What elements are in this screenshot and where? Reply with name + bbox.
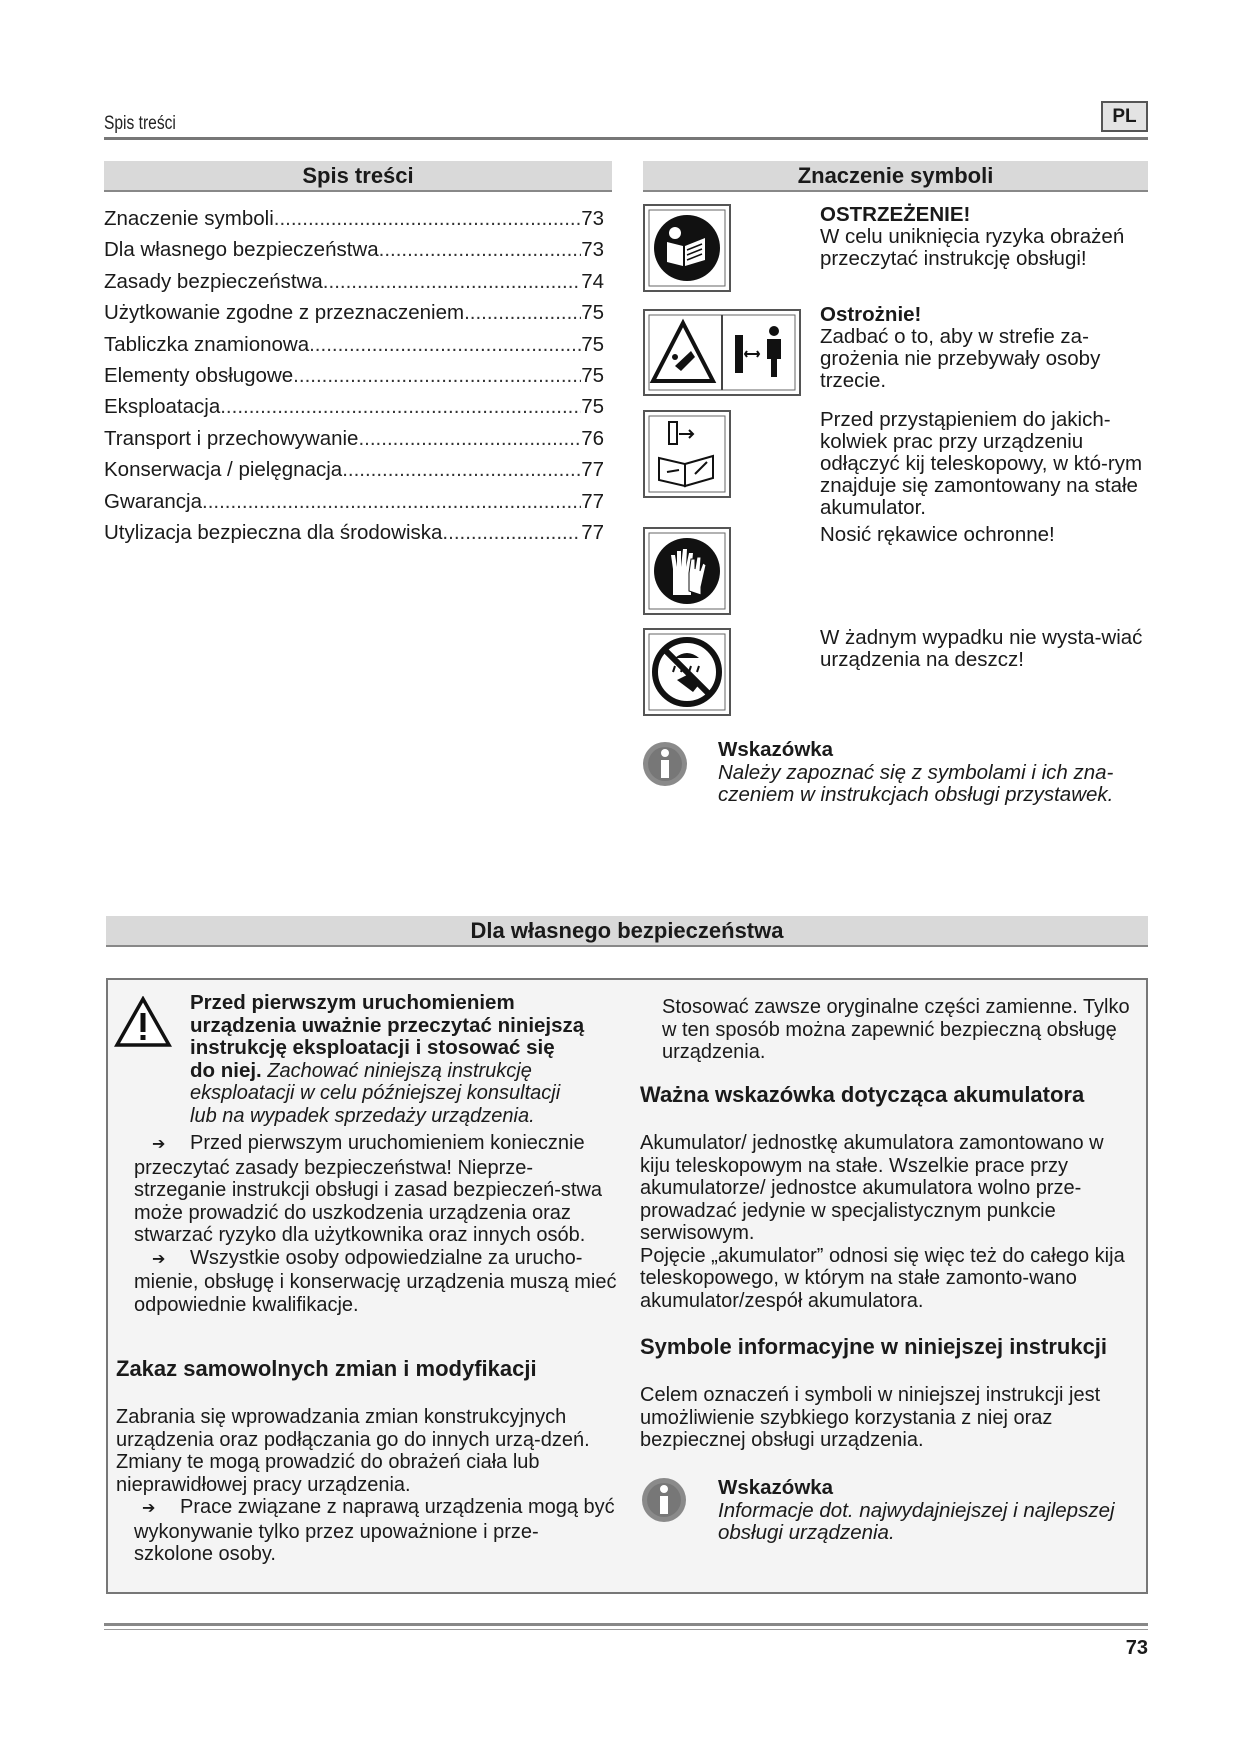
toc-item-label: Utylizacja bezpieczna dla środowiska: [104, 521, 443, 545]
symbols-hint-text: Należy zapoznać się z symbolami i ich zna-czeniem w instrukcjach obsługi przystawek.: [718, 761, 1114, 806]
battery-paragraph-2: Pojęcie „akumulator” odnosi się więc też do całego kija teleskopowego, w którym na stałe zamonto-wano akumulator/zespół akumulatora.: [640, 1244, 1125, 1312]
toc-item-label: Znaczenie symboli: [104, 207, 274, 230]
parts-text: Stosować zawsze oryginalne części zamienne. Tylko w ten sposób można zapewnić bezpieczną obsługę urządzenia.: [662, 996, 1130, 1063]
symbols-heading: Znaczenie symboli: [643, 161, 1148, 192]
toc-item[interactable]: [104, 266, 604, 297]
disconnect-manual-icon: [645, 412, 729, 496]
toc-item[interactable]: [104, 517, 604, 548]
toc-item-page: 77: [581, 458, 604, 482]
toc-item-page: 75: [581, 301, 604, 325]
info-icon: [641, 740, 689, 788]
page-number: 73: [1125, 1637, 1148, 1659]
battery-text: [640, 1132, 1130, 1312]
toc-item-page: 77: [581, 521, 604, 545]
toc-item-label: Użytkowanie zgodne z przeznaczeniem: [104, 301, 465, 325]
toc-leader-dots: [309, 329, 581, 360]
toc-item-label: Transport i przechowywanie: [104, 426, 359, 450]
caution-description: [820, 304, 1150, 392]
toc-leader-dots: [220, 391, 581, 422]
safety-hint-text: Informacje dot. najwydajniejszej i najlepszej obsługi urządzenia.: [718, 1499, 1115, 1544]
info-symbols-text: Celem oznaczeń i symboli w niniejszej instrukcji jest umożliwienie szybkiego korzystania z niej oraz bezpiecznej obsługi urządzenia.: [640, 1384, 1101, 1451]
toc-item-page: 73: [581, 207, 604, 230]
toc-item[interactable]: [104, 486, 604, 517]
toc-item-label: Gwarancja: [104, 489, 202, 513]
toc-leader-dots: [358, 423, 581, 454]
symbols-hint-title: Wskazówka: [718, 738, 834, 761]
safety-bullet-1: [134, 1132, 624, 1247]
toc-item-label: Zasady bezpieczeństwa: [104, 269, 323, 293]
toc-leader-dots: [464, 297, 581, 328]
safety-bullet-3: [116, 1496, 616, 1566]
toc-leader-dots: [442, 517, 581, 548]
caution-text: Zadbać o to, aby w strefie za-grożenia nie przebywały osoby trzecie.: [820, 325, 1101, 392]
toc-leader-dots: [202, 486, 581, 517]
toc-item[interactable]: [104, 329, 604, 360]
toc-item[interactable]: [104, 234, 604, 265]
safety-bullet-1-text: Przed pierwszym uruchomieniem koniecznie przeczytać zasady bezpieczeństwa! Nieprze-strzeganie instrukcji obsługi i zasad bezpieczeń-stwa może prowadzić do uszkodzenia urządzenia oraz stwarzać ryzyko dla użytkownika oraz innych osób.: [134, 1132, 603, 1246]
safety-bullet-3-text: Prace związane z naprawą urządzenia mogą być wykonywanie tylko przez upoważnione i prze-szkolone osoby.: [134, 1496, 615, 1565]
toc-leader-dots: [342, 454, 581, 485]
toc-item-page: 75: [581, 332, 604, 356]
battery-heading: Ważna wskazówka dotycząca akumulatora: [640, 1082, 1085, 1107]
toc-item-label: Konserwacja / pielęgnacja: [104, 458, 343, 482]
toc-item[interactable]: [104, 297, 604, 328]
protective-gloves-icon: [645, 529, 729, 613]
info-icon: [640, 1476, 688, 1524]
toc-item-page: 77: [581, 489, 604, 513]
safety-heading: Dla własnego bezpieczeństwa: [106, 916, 1148, 947]
toc-item[interactable]: [104, 203, 604, 234]
arrow-right-icon: ➔: [152, 1136, 166, 1153]
toc-item[interactable]: [104, 391, 604, 422]
battery-paragraph-1: Akumulator/ jednostkę akumulatora zamontowano w kiju teleskopowym na stałe. Wszelkie prace przy akumulatorze/ jednostce akumulatora wolno prze-prowadzać jedynie w specjalistycznym punkcie serwisowym.: [640, 1132, 1104, 1244]
toc-item-page: 75: [581, 395, 604, 419]
safety-intro-italic: Zachować niniejszą instrukcję eksploatacji w celu późniejszej konsultacji lub na wypadek sprzedaży urządzenia.: [190, 1059, 561, 1127]
header-rule: [104, 137, 1148, 140]
safety-intro-bold: Przed pierwszym uruchomieniem urządzenia uważnie przeczytać niniejszą instrukcję eksploatacji i stosować się do niej.: [190, 991, 585, 1082]
safety-hint: [718, 1476, 1138, 1544]
toc-item-page: 75: [581, 364, 604, 388]
modification-paragraph: Zabrania się wprowadzania zmian konstrukcyjnych urządzenia oraz podłączania go do innych urzą-dzeń. Zmiany te mogą prowadzić do obrażeń ciała lub nieprawidłowej pracy urządzenia.: [116, 1406, 590, 1496]
info-symbols-heading: Symbole informacyjne w niniejszej instrukcji: [640, 1334, 1108, 1359]
safety-intro: [190, 992, 585, 1127]
toc-item-page: 74: [581, 269, 604, 293]
disconnect-description: Przed przystąpieniem do jakich-kolwiek prac przy urządzeniu odłączyć kij teleskopowy, w któ-rym znajduje się zamontowany na stałe akumulator.: [820, 408, 1143, 519]
modification-text: [116, 1406, 616, 1566]
toc-item[interactable]: [104, 454, 604, 485]
safety-frame: [106, 978, 1148, 1594]
toc-leader-dots: [379, 234, 582, 265]
gloves-symbol: [643, 527, 731, 615]
safety-bullet-2-text: Wszystkie osoby odpowiedzialne za urucho-mienie, obsługę i konserwację urządzenia muszą mieć odpowiednie kwalifikacje.: [134, 1246, 617, 1316]
modification-heading: Zakaz samowolnych zmian i modyfikacji: [116, 1356, 537, 1381]
rain-description: W żadnym wypadku nie wysta-wiać urządzenia na deszcz!: [820, 626, 1143, 671]
toc-item-label: Dla własnego bezpieczeństwa: [104, 238, 379, 262]
caution-symbol: [643, 309, 801, 396]
symbols-hint: [718, 738, 1158, 806]
safety-bullet-2: [134, 1247, 624, 1317]
table-of-contents: [104, 203, 604, 548]
toc-item[interactable]: [104, 423, 604, 454]
arrow-right-icon: ➔: [142, 1500, 156, 1517]
toc-item[interactable]: [104, 360, 604, 391]
warning-description: [820, 204, 1150, 270]
read-manual-symbol: [643, 204, 731, 292]
warning-triangle-icon: [114, 996, 172, 1048]
read-manual-icon: [645, 206, 729, 290]
toc-heading: Spis treści: [104, 161, 612, 192]
toc-item-page: 73: [581, 238, 604, 262]
no-rain-symbol: [643, 628, 731, 716]
toc-leader-dots: [293, 360, 581, 391]
language-badge: PL: [1101, 101, 1148, 132]
toc-leader-dots: [274, 203, 581, 234]
toc-item-label: Tabliczka znamionowa: [104, 332, 310, 356]
toc-item-label: Elementy obsługowe: [104, 364, 294, 388]
arrow-right-icon: ➔: [152, 1250, 166, 1268]
warning-title: OSTRZEŻENIE!: [820, 203, 971, 226]
footer-rule: [104, 1623, 1148, 1626]
gloves-description: Nosić rękawice ochronne!: [820, 523, 1055, 546]
warning-text: W celu uniknięcia ryzyka obrażeń przeczytać instrukcję obsługi!: [820, 225, 1125, 270]
no-rain-icon: [645, 630, 729, 714]
running-header: Spis treści: [104, 113, 176, 134]
caution-title: Ostrożnie!: [820, 303, 922, 326]
toc-item-page: 76: [581, 426, 604, 450]
toc-item-label: Eksploatacja: [104, 395, 221, 419]
safety-bullets: [134, 1132, 624, 1316]
toc-leader-dots: [323, 266, 581, 297]
footer-rule-thin: [104, 1629, 1148, 1630]
bystander-warning-icon: [645, 311, 799, 394]
disconnect-symbol: [643, 410, 731, 498]
safety-hint-title: Wskazówka: [718, 1476, 834, 1499]
